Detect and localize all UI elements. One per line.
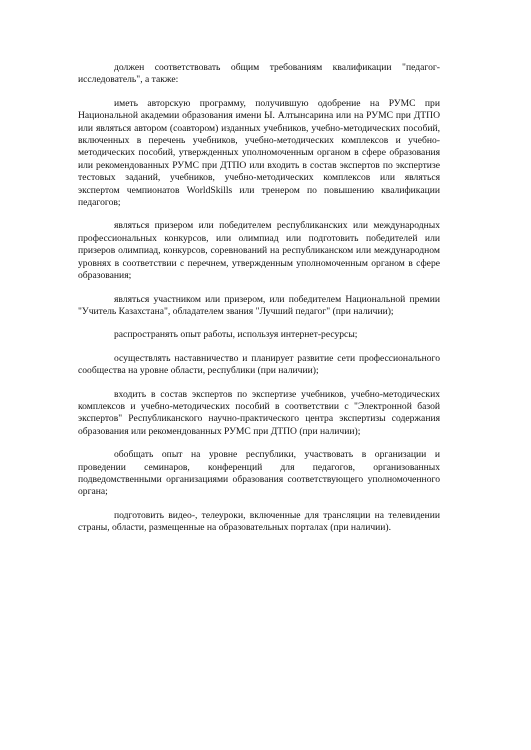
- paragraph-mentoring: осуществлять наставничество и планирует развитие сети профессионального сообщества на уровне области, республики (при наличии);: [78, 352, 440, 377]
- paragraph-author-program: иметь авторскую программу, получившую одобрение на РУМС при Национальной академии образования имени Ы. Алтынсарина или на РУМС при ДТПО или являться автором (соавтором) изданных учебников, учебно-методических пособий, включенных в перечень учебников, учебно-методических комплексов и учебно-методических пособий, утвержденных уполномоченным органом в сфере образования или рекомендованных РУМС при ДТПО или входить в состав экспертов по экспертизе тестовых заданий, учебников, учебно-методических комплексов или являться экспертом чемпионатов WorldSkills или тренером по повышению квалификации педагогов;: [78, 97, 440, 209]
- paragraph-generalize-experience: обобщать опыт на уровне республики, участвовать в организации и проведении семинаров, конференций для педагогов, организованных подведомственными организациями образования соответствующего уполномоченного органа;: [78, 449, 440, 498]
- paragraph-share-experience: распространять опыт работы, используя интернет-ресурсы;: [114, 329, 358, 341]
- paragraph-national-award: являться участником или призером, или победителем Национальной премии "Учитель Казахстана", обладателем звания "Лучший педагог" (при наличии);: [78, 293, 440, 317]
- document-page: [78, 62, 440, 546]
- paragraph-requirements-intro: должен соответствовать общим требованиям квалификации "педагог-исследователь", а также:: [78, 62, 440, 86]
- paragraph-competition-winner: являться призером или победителем республиканских или международных профессиональных конкурсов, или олимпиад или подготовить победителей или призеров олимпиад, конкурсов, соревнований на республиканском или международном уровнях в соответствии с перечнем, утвержденным уполномоченным органом в сфере образования;: [78, 220, 440, 282]
- paragraph-expert-membership: входить в состав экспертов по экспертизе учебников, учебно-методических комплексов и учебно-методических пособий в соответствии с "Электронной базой экспертов" Республиканского научно-практического центра экспертизы содержания образования или рекомендованных РУМС при ДТПО (при наличии);: [78, 388, 440, 437]
- paragraph-video-lessons: подготовить видео-, телеуроки, включенные для трансляции на телевидении страны, области, размещенные на образовательных порталах (при наличии).: [78, 509, 440, 534]
